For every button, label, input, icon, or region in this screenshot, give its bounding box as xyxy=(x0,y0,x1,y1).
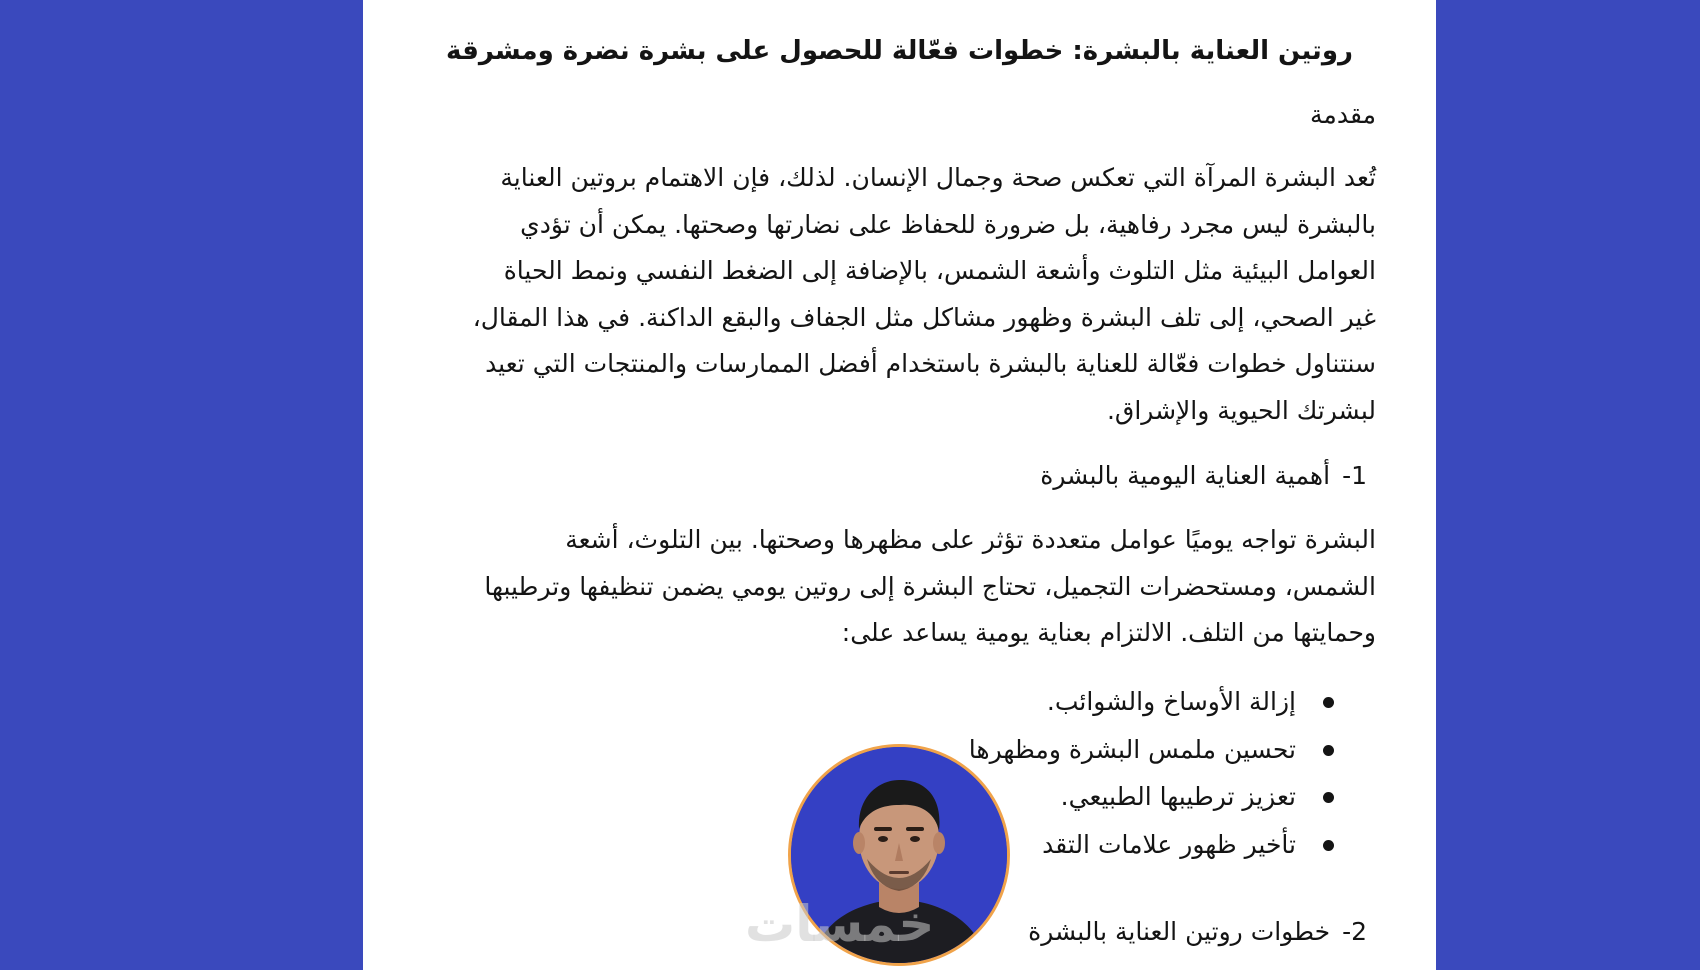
bullet-icon xyxy=(1323,792,1334,803)
watermark-text: خمسات xyxy=(745,895,935,953)
intro-paragraph xyxy=(376,155,1376,434)
benefits-list xyxy=(969,678,1296,868)
section-2-heading xyxy=(1028,912,1367,952)
document-title: روتين العناية بالبشرة: خطوات فعّالة للحصول على بشرة نضرة ومشرقة xyxy=(446,36,1353,66)
section-1-line: الشمس، ومستحضرات التجميل، تحتاج البشرة إلى روتين يومي يضمن تنظيفها وترطيبها xyxy=(484,571,1376,601)
section-2-number: 2- xyxy=(1342,917,1367,946)
section-2-heading-text: خطوات روتين العناية بالبشرة xyxy=(1028,917,1331,946)
bullet-icon xyxy=(1323,697,1334,708)
list-item-text: إزالة الأوساخ والشوائب. xyxy=(1046,687,1296,716)
intro-line: سنتناول خطوات فعّالة للعناية بالبشرة باستخدام أفضل الممارسات والمنتجات التي تعيد xyxy=(485,349,1376,378)
bullet-icon xyxy=(1323,745,1334,756)
intro-line: تُعد البشرة المرآة التي تعكس صحة وجمال الإنسان. لذلك، فإن الاهتمام بروتين العناية xyxy=(500,163,1376,192)
section-1-line: وحمايتها من التلف. الالتزام بعناية يومية يساعد على: xyxy=(841,618,1376,647)
intro-heading: مقدمة xyxy=(1310,100,1376,129)
bullet-icon xyxy=(1323,840,1334,851)
section-1-heading xyxy=(1040,456,1367,496)
section-1-heading-text: أهمية العناية اليومية بالبشرة xyxy=(1040,461,1331,490)
list-item-text: تحسين ملمس البشرة ومظهرها xyxy=(968,734,1296,764)
list-item-text: تعزيز ترطيبها الطبيعي. xyxy=(1060,782,1296,811)
section-1-number: 1- xyxy=(1342,461,1367,490)
intro-line: غير الصحي، إلى تلف البشرة وظهور مشاكل مثل الجفاف والبقع الداكنة. في هذا المقال، xyxy=(472,302,1376,332)
intro-line: العوامل البيئية مثل التلوث وأشعة الشمس، بالإضافة إلى الضغط النفسي ونمط الحياة xyxy=(503,256,1376,285)
section-1-line: البشرة تواجه يوميًا عوامل متعددة تؤثر على مظهرها وصحتها. بين التلوث، أشعة xyxy=(565,525,1376,554)
list-item xyxy=(969,773,1296,821)
list-item xyxy=(969,678,1296,726)
list-item xyxy=(969,726,1296,774)
intro-line: لبشرتك الحيوية والإشراق. xyxy=(1106,395,1376,425)
section-1-paragraph xyxy=(376,517,1376,657)
list-item xyxy=(969,821,1296,869)
intro-line: بالبشرة ليس مجرد رفاهية، بل ضرورة للحفاظ على نضارتها وصحتها. يمكن أن تؤدي xyxy=(520,209,1376,239)
list-item-text: تأخير ظهور علامات التقد xyxy=(1042,829,1296,859)
document-page xyxy=(363,0,1436,970)
